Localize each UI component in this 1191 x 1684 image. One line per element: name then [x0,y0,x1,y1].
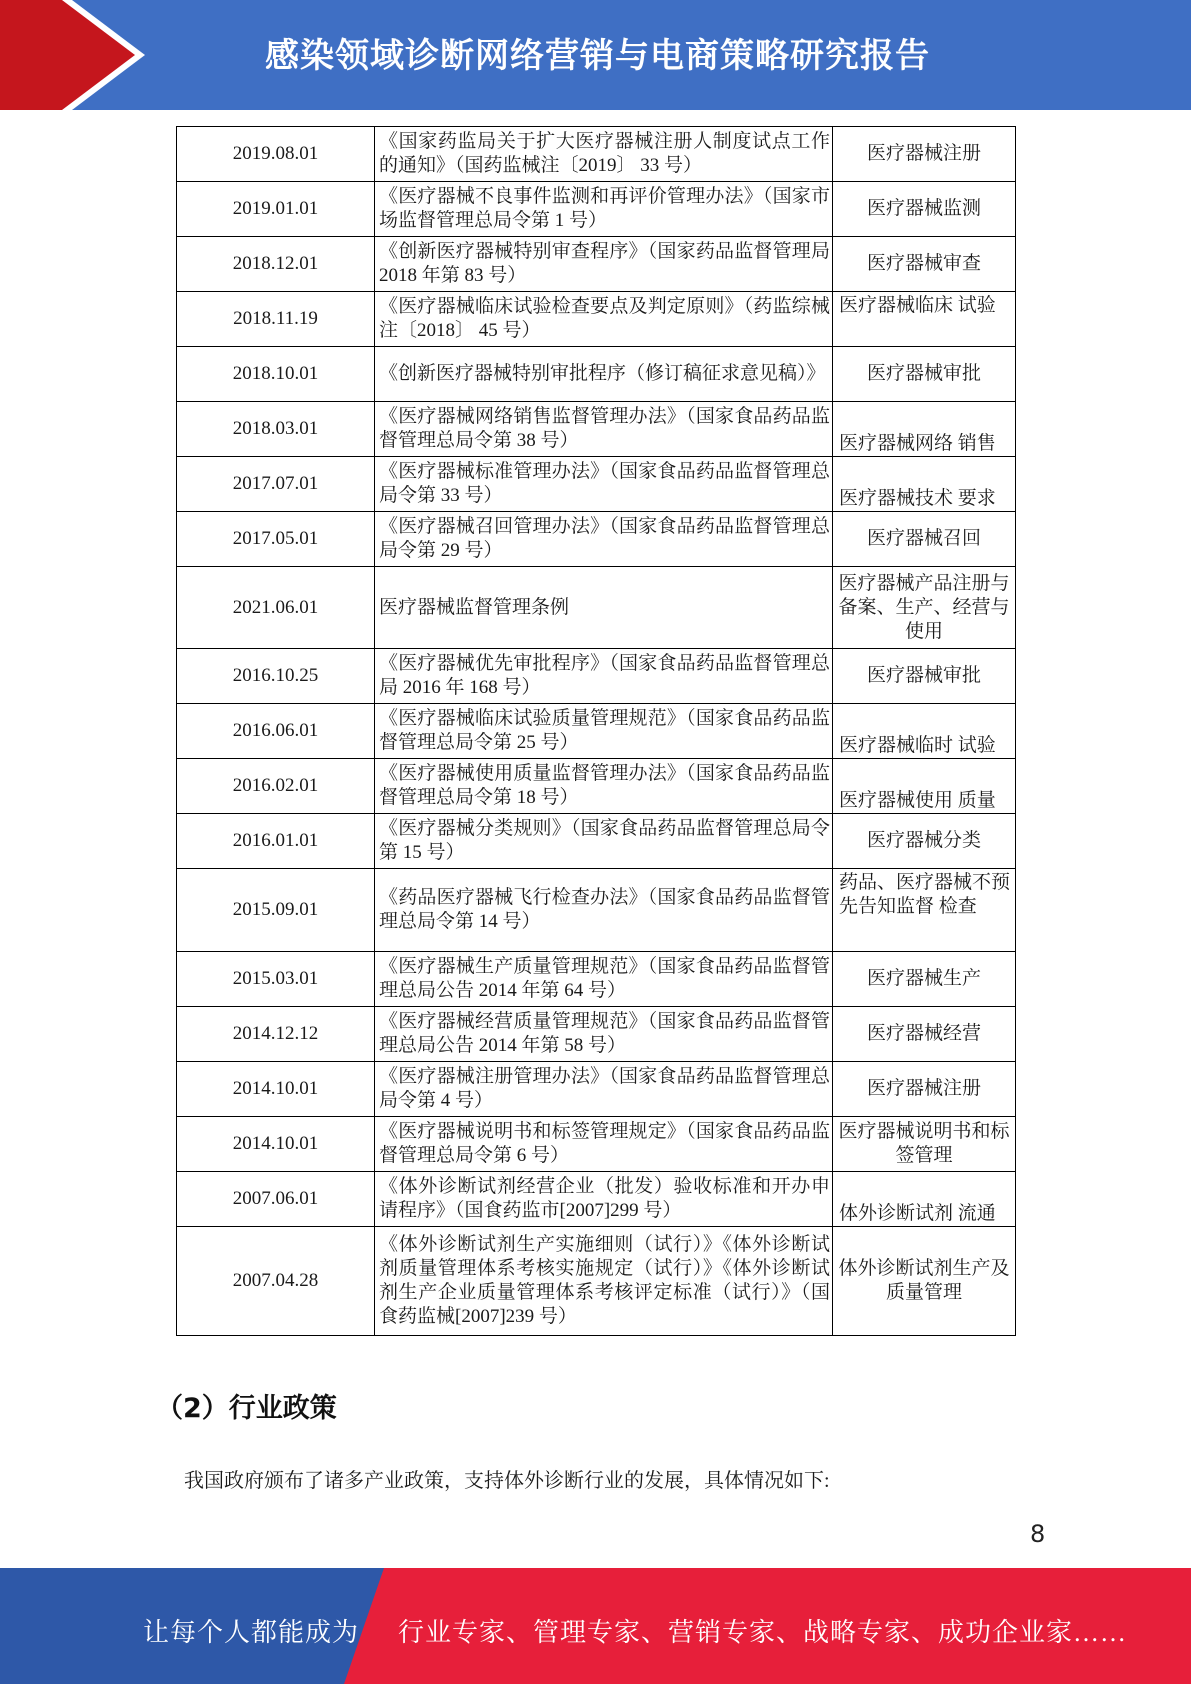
table-row [177,1062,1016,1117]
table-row [177,567,1016,649]
row-category: 医疗器械网络 销售 [833,402,1016,457]
intro-paragraph: 我国政府颁布了诸多产业政策，支持体外诊断行业的发展，具体情况如下: [184,1470,830,1492]
footer-slogan-left: 让每个人都能成为 [143,1618,360,1647]
row-date: 2018.10.01 [177,347,375,402]
row-regulation: 《医疗器械召回管理办法》（国家食品药品监督管理总局令第 29 号） [375,512,833,567]
row-regulation: 《国家药监局关于扩大医疗器械注册人制度试点工作的通知》（国药监械注〔2019〕 33 号） [375,127,833,182]
row-date: 2018.11.19 [177,292,375,347]
row-regulation: 《创新医疗器械特别审批程序（修订稿征求意见稿）》 [375,347,833,402]
row-date: 2018.03.01 [177,402,375,457]
row-category: 医疗器械注册 [833,1062,1016,1117]
row-category: 体外诊断试剂生产及质量管理 [833,1227,1016,1336]
table-row [177,759,1016,814]
table-row [177,869,1016,952]
page-number: 8 [1030,1520,1046,1548]
row-regulation: 《医疗器械经营质量管理规范》（国家食品药品监督管理总局公告 2014 年第 58 号） [375,1007,833,1062]
table-row [177,292,1016,347]
table-row [177,1117,1016,1172]
row-regulation: 《医疗器械生产质量管理规范》（国家食品药品监督管理总局公告 2014 年第 64 号） [375,952,833,1007]
row-date: 2017.05.01 [177,512,375,567]
table-row [177,1227,1016,1336]
row-date: 2014.10.01 [177,1062,375,1117]
row-date: 2007.06.01 [177,1172,375,1227]
row-date: 2016.10.25 [177,649,375,704]
row-date: 2014.10.01 [177,1117,375,1172]
row-date: 2019.08.01 [177,127,375,182]
row-regulation: 医疗器械监督管理条例 [375,567,833,649]
table-row [177,1172,1016,1227]
table-row [177,182,1016,237]
row-category: 医疗器械使用 质量 [833,759,1016,814]
row-regulation: 《医疗器械注册管理办法》（国家食品药品监督管理总局令第 4 号） [375,1062,833,1117]
row-regulation: 《医疗器械临床试验质量管理规范》（国家食品药品监督管理总局令第 25 号） [375,704,833,759]
row-category: 药品、医疗器械不预先告知监督 检查 [833,869,1016,952]
table-row [177,1007,1016,1062]
row-category: 医疗器械监测 [833,182,1016,237]
header-banner [0,0,1191,110]
row-category: 医疗器械临床 试验 [833,292,1016,347]
row-date: 2018.12.01 [177,237,375,292]
row-category: 医疗器械审批 [833,347,1016,402]
row-date: 2015.03.01 [177,952,375,1007]
row-regulation: 《医疗器械说明书和标签管理规定》（国家食品药品监督管理总局令第 6 号） [375,1117,833,1172]
row-category: 医疗器械产品注册与备案、生产、经营与使用 [833,567,1016,649]
table-row [177,237,1016,292]
table-row [177,347,1016,402]
table-row [177,127,1016,182]
regulation-table [176,126,1016,1336]
row-regulation: 《药品医疗器械飞行检查办法》（国家食品药品监督管理总局令第 14 号） [375,869,833,952]
table-row [177,402,1016,457]
section-heading: （2）行业政策 [156,1393,337,1424]
row-category: 医疗器械分类 [833,814,1016,869]
table-row [177,649,1016,704]
table-row [177,952,1016,1007]
row-regulation: 《医疗器械分类规则》（国家食品药品监督管理总局令第 15 号） [375,814,833,869]
row-regulation: 《体外诊断试剂经营企业（批发）验收标准和开办申请程序》（国食药监市[2007]299 号） [375,1172,833,1227]
row-regulation: 《体外诊断试剂生产实施细则（试行）》《体外诊断试剂质量管理体系考核实施规定（试行）》《体外诊断试剂生产企业质量管理体系考核评定标准（试行）》（国食药监械[2007]239 号） [375,1227,833,1336]
row-category: 医疗器械经营 [833,1007,1016,1062]
table-row [177,457,1016,512]
row-date: 2016.01.01 [177,814,375,869]
row-regulation: 《医疗器械标准管理办法》（国家食品药品监督管理总局令第 33 号） [375,457,833,512]
row-date: 2017.07.01 [177,457,375,512]
table-row [177,704,1016,759]
row-date: 2019.01.01 [177,182,375,237]
report-title: 感染领域诊断网络营销与电商策略研究报告 [265,36,930,76]
row-category: 医疗器械技术 要求 [833,457,1016,512]
table-row [177,814,1016,869]
row-regulation: 《医疗器械临床试验检查要点及判定原则》（药监综械注〔2018〕 45 号） [375,292,833,347]
row-regulation: 《医疗器械网络销售监督管理办法》（国家食品药品监督管理总局令第 38 号） [375,402,833,457]
footer-slogan-right: 行业专家、管理专家、营销专家、战略专家、成功企业家…… [398,1618,1128,1647]
row-date: 2015.09.01 [177,869,375,952]
table-row [177,512,1016,567]
row-category: 医疗器械注册 [833,127,1016,182]
row-regulation: 《医疗器械优先审批程序》（国家食品药品监督管理总局 2016 年 168 号） [375,649,833,704]
row-regulation: 《医疗器械不良事件监测和再评价管理办法》（国家市场监督管理总局令第 1 号） [375,182,833,237]
row-date: 2016.02.01 [177,759,375,814]
row-regulation: 《医疗器械使用质量监督管理办法》（国家食品药品监督管理总局令第 18 号） [375,759,833,814]
row-date: 2014.12.12 [177,1007,375,1062]
row-category: 医疗器械临时 试验 [833,704,1016,759]
row-category: 医疗器械审批 [833,649,1016,704]
row-date: 2021.06.01 [177,567,375,649]
row-category: 医疗器械说明书和标签管理 [833,1117,1016,1172]
row-category: 体外诊断试剂 流通 [833,1172,1016,1227]
header-chevron-graphic [0,0,160,110]
row-category: 医疗器械生产 [833,952,1016,1007]
row-category: 医疗器械审查 [833,237,1016,292]
row-date: 2016.06.01 [177,704,375,759]
row-regulation: 《创新医疗器械特别审查程序》（国家药品监督管理局 2018 年第 83 号） [375,237,833,292]
row-category: 医疗器械召回 [833,512,1016,567]
row-date: 2007.04.28 [177,1227,375,1336]
